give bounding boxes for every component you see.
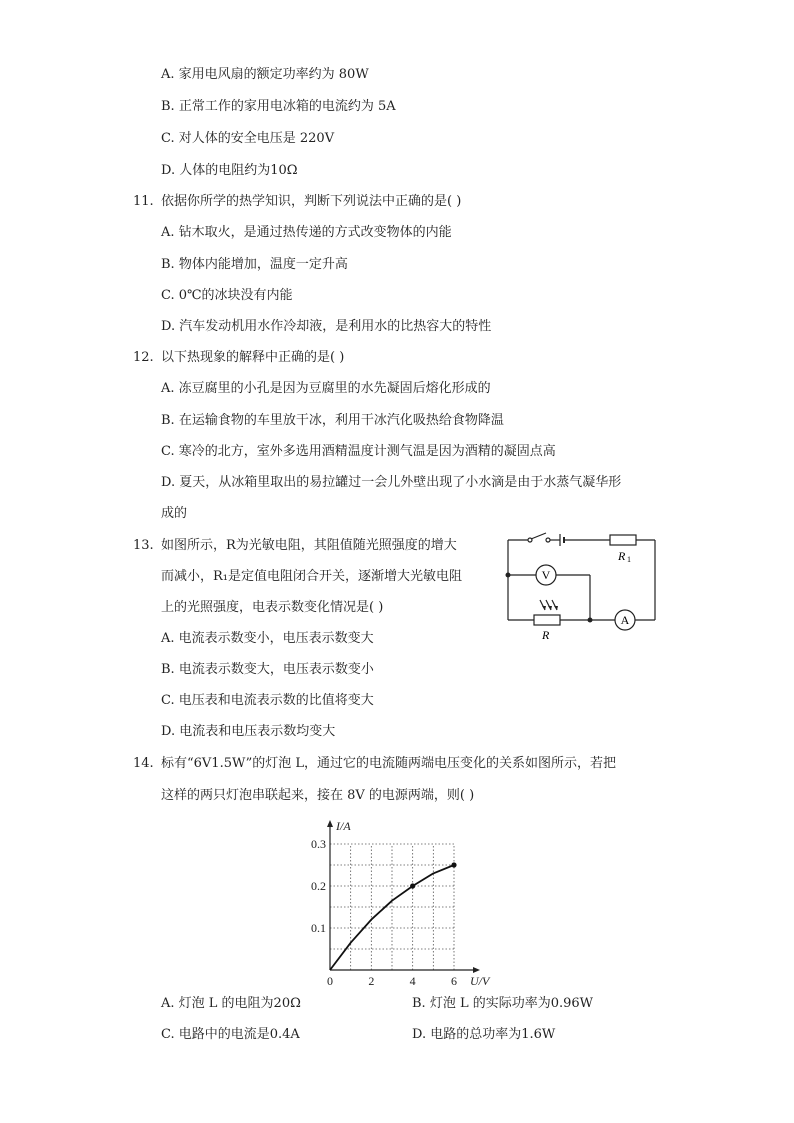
q13-option-d: D. 电流表和电压表示数均变大 bbox=[161, 724, 336, 739]
q14-option-c: C. 电路中的电流是0.4A bbox=[161, 1027, 300, 1042]
data-point bbox=[410, 883, 415, 888]
q14-stem-line-2: 这样的两只灯泡串联起来，接在 8V 的电源两端，则( ) bbox=[161, 788, 475, 803]
iu-chart bbox=[298, 808, 498, 988]
q11-option-a: A. 钻木取火，是通过热传递的方式改变物体的内能 bbox=[161, 225, 452, 240]
photoresistor bbox=[534, 615, 560, 625]
r1-label: R bbox=[618, 549, 626, 563]
q12-number: 12. bbox=[133, 350, 154, 365]
q10-option-c: C. 对人体的安全电压是 220V bbox=[161, 131, 335, 146]
ammeter-label: A bbox=[620, 613, 630, 627]
y-tick-label: 0.2 bbox=[311, 879, 326, 893]
r-label: R bbox=[542, 628, 550, 642]
q11-stem: 依据你所学的热学知识，判断下列说法中正确的是( ) bbox=[161, 194, 462, 209]
r1-subscript: 1 bbox=[627, 555, 631, 564]
q10-option-a: A. 家用电风扇的额定功率约为 80W bbox=[161, 67, 369, 82]
q13-circuit-diagram bbox=[500, 530, 665, 645]
junction-dot bbox=[506, 573, 511, 578]
q11-number: 11. bbox=[133, 194, 154, 209]
q10-option-d: D. 人体的电阻约为10Ω bbox=[161, 163, 298, 178]
x-tick-label: 4 bbox=[409, 974, 416, 988]
y-tick-label: 0.3 bbox=[311, 837, 326, 851]
junction-dot bbox=[588, 618, 593, 623]
q12-option-d: D. 夏天，从冰箱里取出的易拉罐过一会儿外壁出现了小水滴是由于水蒸气凝华形 bbox=[161, 475, 622, 490]
q13-stem-line-3: 上的光照强度，电表示数变化情况是( ) bbox=[161, 600, 384, 615]
q13-number: 13. bbox=[133, 538, 154, 553]
q14-option-a: A. 灯泡 L 的电阻为20Ω bbox=[161, 996, 301, 1011]
y-axis-label: I/A bbox=[336, 819, 351, 833]
x-tick-label: 0 bbox=[327, 974, 333, 988]
q13-stem-line-1: 如图所示，R为光敏电阻，其阻值随光照强度的增大 bbox=[161, 538, 457, 553]
q12-stem: 以下热现象的解释中正确的是( ) bbox=[161, 350, 345, 365]
x-tick-label: 6 bbox=[451, 974, 457, 988]
q14-option-b: B. 灯泡 L 的实际功率为0.96W bbox=[412, 996, 594, 1011]
q12-option-b: B. 在运输食物的车里放干冰，利用干冰汽化吸热给食物降温 bbox=[161, 413, 504, 428]
r1-resistor bbox=[610, 535, 636, 545]
x-axis-label: U/V bbox=[470, 974, 490, 988]
q10-option-b: B. 正常工作的家用电冰箱的电流约为 5A bbox=[161, 99, 396, 114]
q13-stem-line-2: 而减小，R₁是定值电阻闭合开关，逐渐增大光敏电阻 bbox=[161, 569, 462, 584]
x-axis-arrow bbox=[473, 967, 480, 973]
q12-option-a: A. 冻豆腐里的小孔是因为豆腐里的水先凝固后熔化形成的 bbox=[161, 381, 491, 396]
q13-option-c: C. 电压表和电流表示数的比值将变大 bbox=[161, 693, 374, 708]
q12-option-c: C. 寒冷的北方，室外多选用酒精温度计测气温是因为酒精的凝固点高 bbox=[161, 444, 556, 459]
q14-option-d: D. 电路的总功率为1.6W bbox=[412, 1027, 556, 1042]
q14-number: 14. bbox=[133, 756, 154, 771]
y-axis-arrow bbox=[327, 820, 333, 827]
q11-option-c: C. 0℃的冰块没有内能 bbox=[161, 288, 293, 303]
q14-stem-line-1: 标有“6V1.5W”的灯泡 L，通过它的电流随两端电压变化的关系如图所示，若把 bbox=[161, 756, 616, 771]
voltmeter-label: V bbox=[541, 568, 551, 582]
q12-option-d-continued: 成的 bbox=[161, 506, 188, 521]
y-tick-label: 0.1 bbox=[311, 921, 326, 935]
q11-option-d: D. 汽车发动机用水作冷却液，是利用水的比热容大的特性 bbox=[161, 319, 492, 334]
q11-option-b: B. 物体内能增加，温度一定升高 bbox=[161, 257, 348, 272]
data-point bbox=[451, 862, 456, 867]
x-tick-label: 2 bbox=[368, 974, 375, 988]
q13-option-a: A. 电流表示数变小，电压表示数变大 bbox=[161, 631, 374, 646]
q13-option-b: B. 电流表示数变大，电压表示数变小 bbox=[161, 662, 374, 677]
